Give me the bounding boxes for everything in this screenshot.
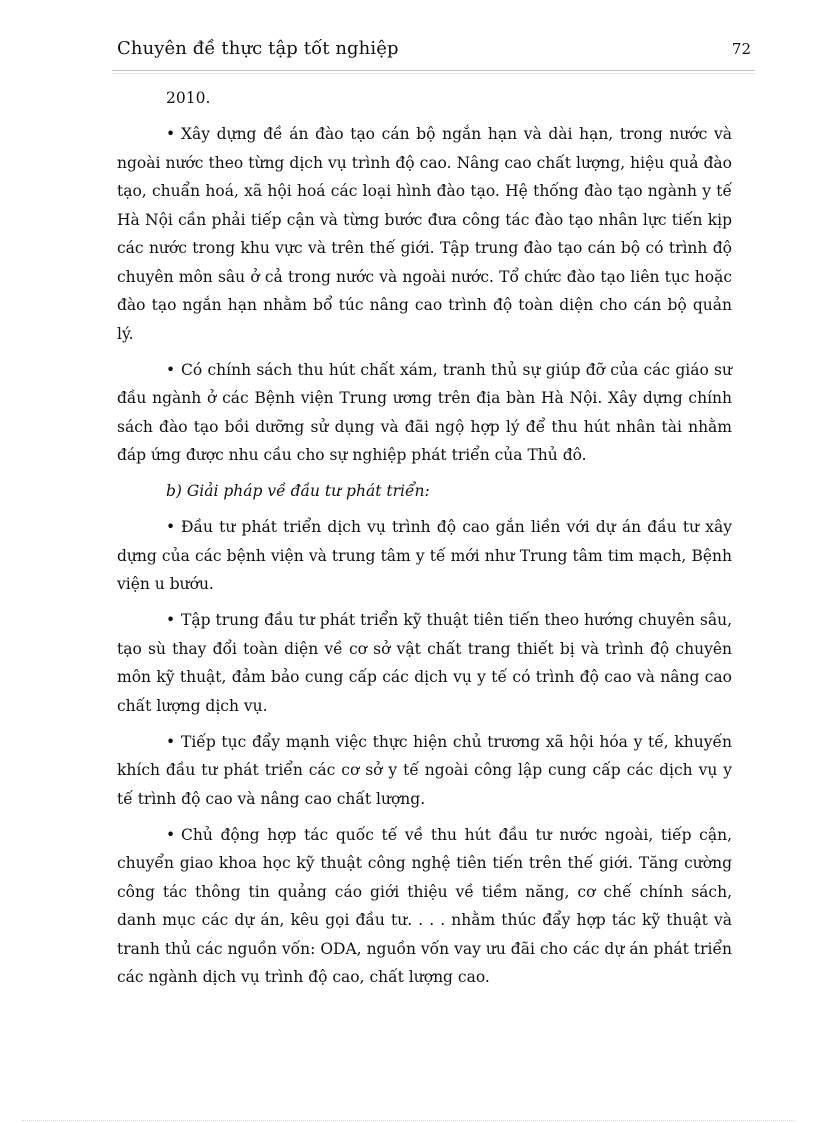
paragraph-text: Có chính sách thu hút chất xám, tranh thủ sự giúp đỡ của các giáo sư đầu ngành ở các Bệnh viện Trung ương trên địa bàn Hà Nội. Xây dựng chính sách đào tạo bồi dưỡng sử dụng và đãi ngộ hợp lý để thu hút nhân tài nhằm đáp ứng được nhu cầu cho sự nghiệp phát triển của Thủ đô. [117,360,732,464]
bullet-icon: • [166,360,176,379]
bullet-icon: • [166,732,176,751]
page-number: 72 [731,40,751,58]
header-title: Chuyên đề thực tập tốt nghiệp [117,38,399,59]
bullet-paragraph-investment [117,513,732,599]
bullet-paragraph-talent [117,356,732,470]
bullet-icon: • [166,518,176,536]
paragraph-continuation: 2010. [166,89,211,107]
paragraph-text: Đầu tư phát triển dịch vụ trình độ cao gắn liền với dự án đầu tư xây dựng của các bệnh viện và trung tâm y tế mới như Trung tâm tim mạch, Bệnh viện u bướu. [117,518,732,593]
bullet-paragraph-training [117,120,732,348]
bullet-icon: • [166,825,176,844]
bullet-paragraph-technology [117,606,732,720]
paragraph-text: Tiếp tục đẩy mạnh việc thực hiện chủ trương xã hội hóa y tế, khuyến khích đầu tư phát triển các cơ sở y tế ngoài công lập cung cấp các dịch vụ y tế trình độ cao và nâng cao chất lượng. [117,732,732,808]
bullet-icon: • [166,125,176,143]
paragraph-text: Tập trung đầu tư phát triển kỹ thuật tiên tiến theo hướng chuyên sâu, tạo sù thay đổi toàn diện về cơ sở vật chất trang thiết bị và trình độ chuyên môn kỹ thuật, đảm bảo cung cấp các dịch vụ y tế có trình độ cao và nâng cao chất lượng dịch vụ. [117,611,732,715]
page-bottom-border [22,1120,794,1121]
bullet-icon: • [166,611,176,629]
paragraph-text: Chủ động hợp tác quốc tế về thu hút đầu tư nước ngoài, tiếp cận, chuyển giao khoa học kỹ thuật công nghệ tiên tiến trên thế giới. Tăng cường công tác thông tin quảng cáo giới thiệu về tiềm năng, cơ chế chính sách, danh mục các dự án, kêu gọi đầu tư. . . . nhằm thúc đẩy hợp tác kỹ thuật và tranh thủ các nguồn vốn: ODA, nguồn vốn vay ưu đãi cho các dự án phát triển các ngành dịch vụ trình độ cao, chất lượng cao. [117,825,732,986]
paragraph-text: Xây dựng đề án đào tạo cán bộ ngắn hạn và dài hạn, trong nước và ngoài nước theo từng dịch vụ trình độ cao. Nâng cao chất lượng, hiệu quả đào tạo, chuẩn hoá, xã hội hoá các loại hình đào tạo. Hệ thống đào tạo ngành y tế Hà Nội cần phải tiếp cận và từng bước đưa công tác đào tạo nhân lực tiến kịp các nước trong khu vực và trên thế giới. Tập trung đào tạo cán bộ có trình độ chuyên môn sâu ở cả trong nước và ngoài nước. Tổ chức đào tạo liên tục hoặc đào tạo ngắn hạn nhằm bổ túc nâng cao trình độ toàn diện cho cán bộ quản lý. [117,125,732,343]
header-divider [112,70,755,74]
bullet-paragraph-socialization [117,728,732,814]
page-header [117,38,753,66]
body-text [117,84,732,999]
bullet-paragraph-cooperation [117,821,732,992]
section-subheading: b) Giải pháp về đầu tư phát triển: [166,482,430,500]
